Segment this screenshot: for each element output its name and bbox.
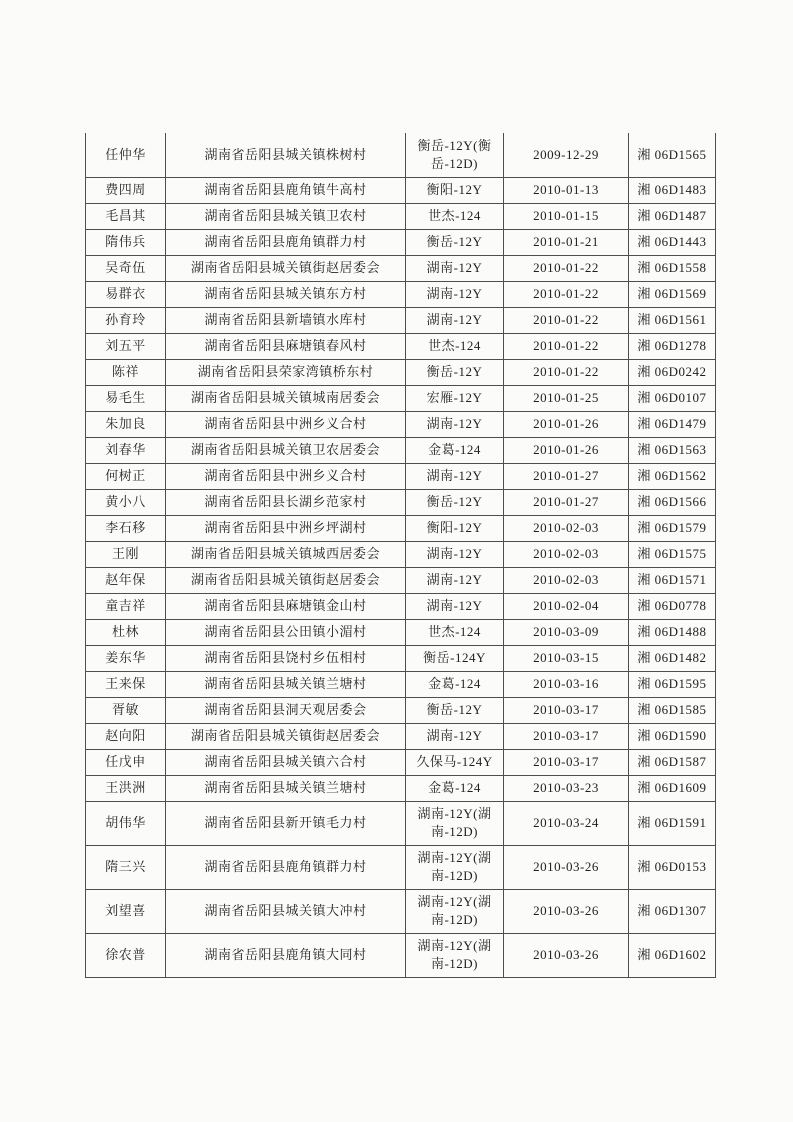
address-cell: 湖南省岳阳县城关镇株树村 <box>166 133 406 177</box>
plate-cell: 湘 06D1602 <box>629 933 716 977</box>
table-row <box>86 255 716 281</box>
name-cell: 胥敏 <box>86 697 166 723</box>
table-row <box>86 671 716 697</box>
table-row <box>86 889 716 933</box>
model-cell: 湖南-12Y <box>406 281 504 307</box>
plate-cell: 湘 06D1482 <box>629 645 716 671</box>
table-row <box>86 933 716 977</box>
name-cell: 易群衣 <box>86 281 166 307</box>
address-cell: 湖南省岳阳县城关镇街赵居委会 <box>166 723 406 749</box>
date-cell: 2010-01-22 <box>504 281 629 307</box>
table-row <box>86 203 716 229</box>
plate-cell: 湘 06D0242 <box>629 359 716 385</box>
date-cell: 2010-02-03 <box>504 567 629 593</box>
date-cell: 2010-03-26 <box>504 889 629 933</box>
name-cell: 胡伟华 <box>86 801 166 845</box>
table-row <box>86 801 716 845</box>
name-cell: 吴奇伍 <box>86 255 166 281</box>
name-cell: 黄小八 <box>86 489 166 515</box>
model-cell: 衡岳-124Y <box>406 645 504 671</box>
model-cell: 宏雁-12Y <box>406 385 504 411</box>
model-cell: 湖南-12Y <box>406 307 504 333</box>
plate-cell: 湘 06D1443 <box>629 229 716 255</box>
address-cell: 湖南省岳阳县鹿角镇群力村 <box>166 845 406 889</box>
address-cell: 湖南省岳阳县城关镇街赵居委会 <box>166 567 406 593</box>
model-cell: 衡岳-12Y <box>406 229 504 255</box>
model-cell: 金葛-124 <box>406 671 504 697</box>
date-cell: 2010-01-26 <box>504 411 629 437</box>
date-cell: 2010-01-21 <box>504 229 629 255</box>
table-row <box>86 541 716 567</box>
table-row <box>86 645 716 671</box>
table-row <box>86 333 716 359</box>
table-row <box>86 697 716 723</box>
model-cell: 湖南-12Y <box>406 411 504 437</box>
address-cell: 湖南省岳阳县公田镇小湄村 <box>166 619 406 645</box>
date-cell: 2010-03-24 <box>504 801 629 845</box>
plate-cell: 湘 06D1575 <box>629 541 716 567</box>
date-cell: 2010-03-17 <box>504 723 629 749</box>
plate-cell: 湘 06D1609 <box>629 775 716 801</box>
name-cell: 朱加良 <box>86 411 166 437</box>
date-cell: 2010-01-15 <box>504 203 629 229</box>
date-cell: 2010-03-15 <box>504 645 629 671</box>
address-cell: 湖南省岳阳县城关镇城南居委会 <box>166 385 406 411</box>
address-cell: 湖南省岳阳县饶村乡伍相村 <box>166 645 406 671</box>
address-cell: 湖南省岳阳县麻塘镇春风村 <box>166 333 406 359</box>
address-cell: 湖南省岳阳县长湖乡范家村 <box>166 489 406 515</box>
table-row <box>86 411 716 437</box>
table-row <box>86 567 716 593</box>
date-cell: 2010-02-03 <box>504 541 629 567</box>
model-cell: 湖南-12Y(湖南-12D) <box>406 801 504 845</box>
plate-cell: 湘 06D1307 <box>629 889 716 933</box>
plate-cell: 湘 06D1278 <box>629 333 716 359</box>
plate-cell: 湘 06D1562 <box>629 463 716 489</box>
table-row <box>86 489 716 515</box>
model-cell: 金葛-124 <box>406 775 504 801</box>
table-row <box>86 385 716 411</box>
model-cell: 衡阳-12Y <box>406 515 504 541</box>
plate-cell: 湘 06D1487 <box>629 203 716 229</box>
date-cell: 2009-12-29 <box>504 133 629 177</box>
address-cell: 湖南省岳阳县鹿角镇大同村 <box>166 933 406 977</box>
name-cell: 徐农普 <box>86 933 166 977</box>
plate-cell: 湘 06D1569 <box>629 281 716 307</box>
table-row <box>86 359 716 385</box>
name-cell: 任仲华 <box>86 133 166 177</box>
table-row <box>86 307 716 333</box>
name-cell: 隋三兴 <box>86 845 166 889</box>
date-cell: 2010-01-13 <box>504 177 629 203</box>
name-cell: 童吉祥 <box>86 593 166 619</box>
address-cell: 湖南省岳阳县城关镇大冲村 <box>166 889 406 933</box>
table-row <box>86 133 716 177</box>
address-cell: 湖南省岳阳县城关镇街赵居委会 <box>166 255 406 281</box>
model-cell: 衡岳-12Y <box>406 359 504 385</box>
name-cell: 陈祥 <box>86 359 166 385</box>
date-cell: 2010-01-27 <box>504 463 629 489</box>
table-body <box>86 133 716 977</box>
model-cell: 湖南-12Y <box>406 593 504 619</box>
plate-cell: 湘 06D1566 <box>629 489 716 515</box>
model-cell: 衡阳-12Y <box>406 177 504 203</box>
name-cell: 王来保 <box>86 671 166 697</box>
address-cell: 湖南省岳阳县中洲乡义合村 <box>166 463 406 489</box>
date-cell: 2010-03-16 <box>504 671 629 697</box>
model-cell: 衡岳-12Y <box>406 489 504 515</box>
model-cell: 衡岳-12Y(衡岳-12D) <box>406 133 504 177</box>
name-cell: 易毛生 <box>86 385 166 411</box>
address-cell: 湖南省岳阳县新墙镇水库村 <box>166 307 406 333</box>
date-cell: 2010-02-03 <box>504 515 629 541</box>
model-cell: 湖南-12Y <box>406 463 504 489</box>
address-cell: 湖南省岳阳县城关镇东方村 <box>166 281 406 307</box>
plate-cell: 湘 06D1561 <box>629 307 716 333</box>
model-cell: 湖南-12Y <box>406 723 504 749</box>
address-cell: 湖南省岳阳县麻塘镇金山村 <box>166 593 406 619</box>
date-cell: 2010-03-26 <box>504 845 629 889</box>
date-cell: 2010-01-22 <box>504 359 629 385</box>
plate-cell: 湘 06D1483 <box>629 177 716 203</box>
table-row <box>86 177 716 203</box>
registration-table <box>85 133 716 978</box>
model-cell: 世杰-124 <box>406 333 504 359</box>
model-cell: 衡岳-12Y <box>406 697 504 723</box>
plate-cell: 湘 06D0778 <box>629 593 716 619</box>
date-cell: 2010-01-27 <box>504 489 629 515</box>
name-cell: 王刚 <box>86 541 166 567</box>
date-cell: 2010-03-23 <box>504 775 629 801</box>
table-row <box>86 845 716 889</box>
date-cell: 2010-02-04 <box>504 593 629 619</box>
plate-cell: 湘 06D1591 <box>629 801 716 845</box>
model-cell: 湖南-12Y(湖南-12D) <box>406 933 504 977</box>
plate-cell: 湘 06D0107 <box>629 385 716 411</box>
table-row <box>86 775 716 801</box>
plate-cell: 湘 06D1479 <box>629 411 716 437</box>
plate-cell: 湘 06D1585 <box>629 697 716 723</box>
plate-cell: 湘 06D1565 <box>629 133 716 177</box>
model-cell: 湖南-12Y <box>406 255 504 281</box>
address-cell: 湖南省岳阳县新开镇毛力村 <box>166 801 406 845</box>
date-cell: 2010-03-26 <box>504 933 629 977</box>
address-cell: 湖南省岳阳县荣家湾镇桥东村 <box>166 359 406 385</box>
model-cell: 世杰-124 <box>406 203 504 229</box>
plate-cell: 湘 06D1488 <box>629 619 716 645</box>
address-cell: 湖南省岳阳县城关镇城西居委会 <box>166 541 406 567</box>
table-row <box>86 463 716 489</box>
plate-cell: 湘 06D0153 <box>629 845 716 889</box>
model-cell: 金葛-124 <box>406 437 504 463</box>
plate-cell: 湘 06D1590 <box>629 723 716 749</box>
table-row <box>86 723 716 749</box>
date-cell: 2010-03-17 <box>504 697 629 723</box>
name-cell: 李石移 <box>86 515 166 541</box>
name-cell: 刘五平 <box>86 333 166 359</box>
table-row <box>86 749 716 775</box>
plate-cell: 湘 06D1579 <box>629 515 716 541</box>
name-cell: 毛昌其 <box>86 203 166 229</box>
plate-cell: 湘 06D1595 <box>629 671 716 697</box>
name-cell: 费四周 <box>86 177 166 203</box>
model-cell: 久保马-124Y <box>406 749 504 775</box>
date-cell: 2010-03-09 <box>504 619 629 645</box>
address-cell: 湖南省岳阳县鹿角镇牛高村 <box>166 177 406 203</box>
name-cell: 任戊申 <box>86 749 166 775</box>
name-cell: 赵年保 <box>86 567 166 593</box>
plate-cell: 湘 06D1587 <box>629 749 716 775</box>
table-row <box>86 437 716 463</box>
address-cell: 湖南省岳阳县城关镇兰塘村 <box>166 671 406 697</box>
address-cell: 湖南省岳阳县中洲乡坪湖村 <box>166 515 406 541</box>
name-cell: 王洪洲 <box>86 775 166 801</box>
table-row <box>86 281 716 307</box>
name-cell: 隋伟兵 <box>86 229 166 255</box>
model-cell: 湖南-12Y <box>406 541 504 567</box>
date-cell: 2010-01-22 <box>504 255 629 281</box>
date-cell: 2010-01-25 <box>504 385 629 411</box>
date-cell: 2010-03-17 <box>504 749 629 775</box>
table-row <box>86 229 716 255</box>
address-cell: 湖南省岳阳县鹿角镇群力村 <box>166 229 406 255</box>
name-cell: 何树正 <box>86 463 166 489</box>
model-cell: 湖南-12Y(湖南-12D) <box>406 889 504 933</box>
plate-cell: 湘 06D1558 <box>629 255 716 281</box>
address-cell: 湖南省岳阳县城关镇兰塘村 <box>166 775 406 801</box>
plate-cell: 湘 06D1563 <box>629 437 716 463</box>
name-cell: 杜林 <box>86 619 166 645</box>
plate-cell: 湘 06D1571 <box>629 567 716 593</box>
model-cell: 世杰-124 <box>406 619 504 645</box>
name-cell: 刘望喜 <box>86 889 166 933</box>
address-cell: 湖南省岳阳县城关镇卫农居委会 <box>166 437 406 463</box>
name-cell: 姜东华 <box>86 645 166 671</box>
table-row <box>86 515 716 541</box>
model-cell: 湖南-12Y <box>406 567 504 593</box>
date-cell: 2010-01-26 <box>504 437 629 463</box>
name-cell: 赵向阳 <box>86 723 166 749</box>
date-cell: 2010-01-22 <box>504 333 629 359</box>
model-cell: 湖南-12Y(湖南-12D) <box>406 845 504 889</box>
table-row <box>86 593 716 619</box>
date-cell: 2010-01-22 <box>504 307 629 333</box>
table-row <box>86 619 716 645</box>
name-cell: 孙育玲 <box>86 307 166 333</box>
address-cell: 湖南省岳阳县洞天观居委会 <box>166 697 406 723</box>
address-cell: 湖南省岳阳县中洲乡义合村 <box>166 411 406 437</box>
address-cell: 湖南省岳阳县城关镇六合村 <box>166 749 406 775</box>
name-cell: 刘春华 <box>86 437 166 463</box>
address-cell: 湖南省岳阳县城关镇卫农村 <box>166 203 406 229</box>
